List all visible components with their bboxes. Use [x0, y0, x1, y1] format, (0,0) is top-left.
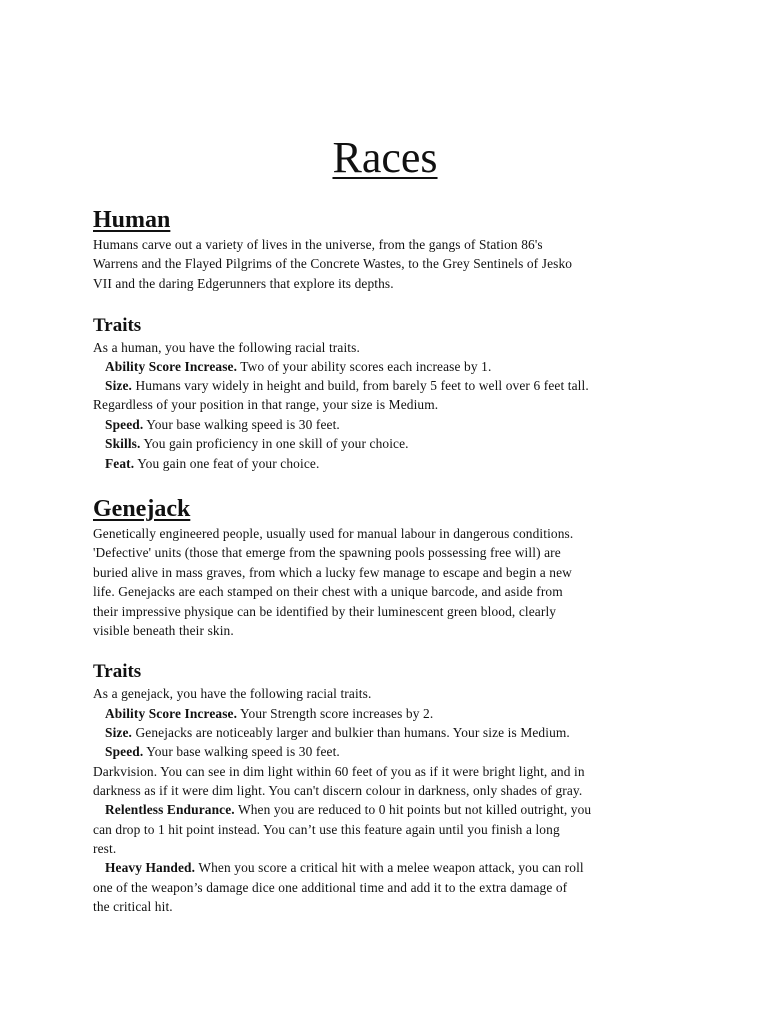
trait-name: Heavy Handed.	[105, 860, 196, 875]
trait-size-continued	[93, 395, 683, 414]
traits-intro-genejack	[93, 684, 683, 703]
trait-text: Regardless of your position in that range, your size is Medium.	[93, 397, 439, 412]
trait-text: You gain proficiency in one skill of your choice.	[140, 436, 409, 451]
trait-text: the critical hit.	[93, 899, 173, 915]
race-heading-human: Human	[93, 207, 171, 233]
trait-ability-score-increase	[93, 357, 683, 376]
trait-skills	[93, 434, 683, 453]
trait-text: Genejacks are noticeably larger and bulkier than humans. Your size is Medium.	[132, 725, 570, 740]
race-description-human	[93, 235, 683, 293]
description-line: visible beneath their skin.	[93, 623, 234, 639]
trait-speed	[93, 742, 683, 761]
traits-heading-genejack: Traits	[93, 661, 142, 682]
trait-text: Two of your ability scores each increase by 1.	[237, 359, 492, 374]
trait-text: Your base walking speed is 30 feet.	[143, 417, 340, 432]
trait-darkvision	[93, 762, 683, 801]
traits-intro-text: As a human, you have the following racial traits.	[93, 340, 360, 355]
trait-name: Speed.	[105, 417, 144, 432]
trait-text: When you score a critical hit with a melee weapon attack, you can roll	[195, 860, 584, 875]
trait-name: Size.	[105, 725, 133, 740]
description-line: VII and the daring Edgerunners that explore its depths.	[93, 275, 394, 291]
trait-name: Ability Score Increase.	[105, 706, 238, 721]
trait-heavy-handed	[93, 858, 683, 877]
traits-intro-human	[93, 338, 683, 357]
trait-name: Speed.	[105, 744, 144, 759]
page-title: Races	[332, 133, 438, 182]
description-line: Humans carve out a variety of lives in the universe, from the gangs of Station 86's	[93, 237, 543, 252]
trait-relentless-endurance	[93, 800, 683, 819]
trait-text: Your base walking speed is 30 feet.	[143, 744, 340, 759]
description-line: Warrens and the Flayed Pilgrims of the Concrete Wastes, to the Grey Sentinels of Jesko	[93, 256, 573, 272]
trait-text: one of the weapon’s damage dice one additional time and add it to the extra damage of	[93, 880, 568, 895]
trait-ability-score-increase	[93, 704, 683, 723]
race-heading-genejack: Genejack	[93, 496, 191, 522]
race-description-genejack	[93, 524, 683, 640]
trait-name: Relentless Endurance.	[105, 802, 235, 817]
traits-intro-text: As a genejack, you have the following racial traits.	[93, 686, 372, 701]
trait-text: darkness as if it were dim light. You can't discern colour in darkness, only shades of gray.	[93, 783, 583, 799]
description-line: buried alive in mass graves, from which a lucky few manage to escape and begin a new	[93, 564, 572, 580]
trait-text: Humans vary widely in height and build, from barely 5 feet to well over 6 feet tall.	[132, 378, 589, 393]
traits-heading-human: Traits	[93, 315, 142, 336]
trait-name: Skills.	[105, 436, 141, 451]
trait-name: Feat.	[105, 456, 135, 471]
trait-text: Your Strength score increases by 2.	[237, 706, 434, 721]
trait-text: rest.	[93, 841, 117, 857]
trait-speed	[93, 415, 683, 434]
trait-text: When you are reduced to 0 hit points but not killed outright, you	[234, 802, 592, 817]
description-line: Genetically engineered people, usually used for manual labour in dangerous conditions.	[93, 526, 574, 541]
description-line: life. Genejacks are each stamped on their chest with a unique barcode, and aside from	[93, 584, 563, 600]
description-line: 'Defective' units (those that emerge from the spawning pools possessing free will) are	[93, 545, 561, 561]
trait-size	[93, 376, 683, 395]
trait-text: You gain one feat of your choice.	[134, 456, 320, 471]
description-line: their impressive physique can be identified by their luminescent green blood, clearly	[93, 603, 557, 619]
trait-text: Darkvision. You can see in dim light within 60 feet of you as if it were bright light, and in	[93, 764, 585, 779]
trait-heavy-handed-continued	[93, 878, 683, 917]
trait-feat	[93, 454, 683, 473]
trait-name: Size.	[105, 378, 133, 393]
trait-name: Ability Score Increase.	[105, 359, 238, 374]
trait-text: can drop to 1 hit point instead. You can’t use this feature again until you finish a long	[93, 822, 560, 837]
trait-size	[93, 723, 683, 742]
trait-relentless-endurance-continued	[93, 820, 683, 859]
